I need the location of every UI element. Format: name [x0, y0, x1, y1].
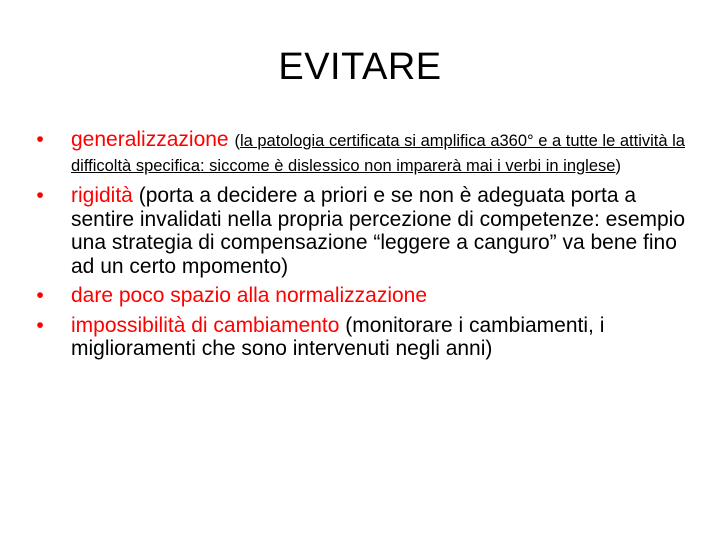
bullet-dot: • — [36, 128, 44, 151]
bullet-detail: (monitorare i cambiamenti, i miglioramenti che sono intervenuti negli anni) — [71, 313, 605, 360]
bullet-generalizzazione — [30, 128, 690, 178]
bullet-lead: dare poco spazio alla normalizzazione — [71, 284, 428, 307]
bullet-rigidita — [30, 184, 690, 278]
bullet-normalizzazione — [30, 284, 690, 308]
bullet-close-paren: ) — [615, 157, 621, 175]
bullet-list — [30, 128, 690, 367]
bullet-dot: • — [36, 313, 44, 337]
bullet-dot: • — [36, 184, 44, 207]
bullet-detail: la patologia certificata si amplifica a360° e a tutte le attività la difficoltà specifica: siccome è dislessico non imparerà mai i verbi in inglese — [71, 132, 685, 175]
bullet-lead: impossibilità di cambiamento — [71, 313, 340, 337]
bullet-lead: generalizzazione — [71, 128, 229, 151]
bullet-lead: rigidità — [71, 184, 133, 207]
bullet-open-paren: ( — [234, 132, 240, 150]
slide-title: EVITARE — [278, 46, 442, 88]
bullet-detail: (porta a decidere a priori e se non è adeguata porta a sentire invalidati nella propria percezione di competenze: esempio una strategia di compensazione “leggere a canguro” va bene fino ad un certo mpomento) — [71, 184, 686, 278]
bullet-cambiamento — [30, 314, 690, 361]
bullet-dot: • — [36, 284, 44, 307]
